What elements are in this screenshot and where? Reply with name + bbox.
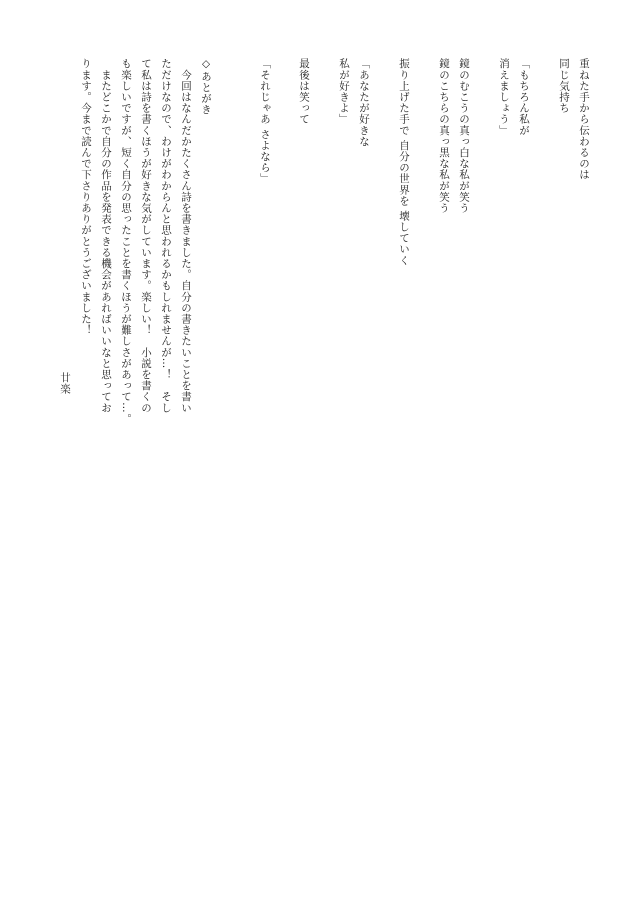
afterword-line: またどこかで自分の作品を発表できる機会があればいいなと思ってお <box>100 58 112 414</box>
poem-line: 「それじゃあ さよなら」 <box>259 58 271 185</box>
poem-line: 消えましょう」 <box>498 58 510 136</box>
afterword-line: ただけなので、わけがわからんと思われるかもしれませんが…！ そし <box>160 58 172 414</box>
poem-line: 「もちろん私が <box>518 58 530 136</box>
afterword-line: ります。今まで読んで下さりありがとうございました！ <box>80 58 92 336</box>
poem-line: 「あなたが好きな <box>358 58 370 147</box>
poem-line: 私が好きよ」 <box>338 58 350 125</box>
poem-line: 最後は笑って <box>298 58 310 125</box>
afterword-line: も楽しいですが、短く自分の思ったことを書くほうが難しさがあって…。 <box>120 58 132 425</box>
poem-line: 同じ気持ち <box>558 58 570 114</box>
afterword-line: て私は詩を書くほうが好きな気がしています。楽しい！ 小説を書くの <box>140 58 152 414</box>
poem-line: 振り上げた手で 自分の世界を 壊していく <box>398 58 410 266</box>
afterword-heading: ◇あとがき <box>200 58 212 115</box>
poem-line: 重ねた手から伝わるのは <box>578 58 590 181</box>
poem-line: 鏡のむこうの真っ白な私が笑う <box>458 58 470 214</box>
afterword-line: 今回はなんだかたくさん詩を書きました。自分の書きたいことを書い <box>180 58 192 414</box>
author-signature: 廿楽 <box>59 372 71 395</box>
poem-line: 鏡のこちらの真っ黒な私が笑う <box>438 58 450 214</box>
